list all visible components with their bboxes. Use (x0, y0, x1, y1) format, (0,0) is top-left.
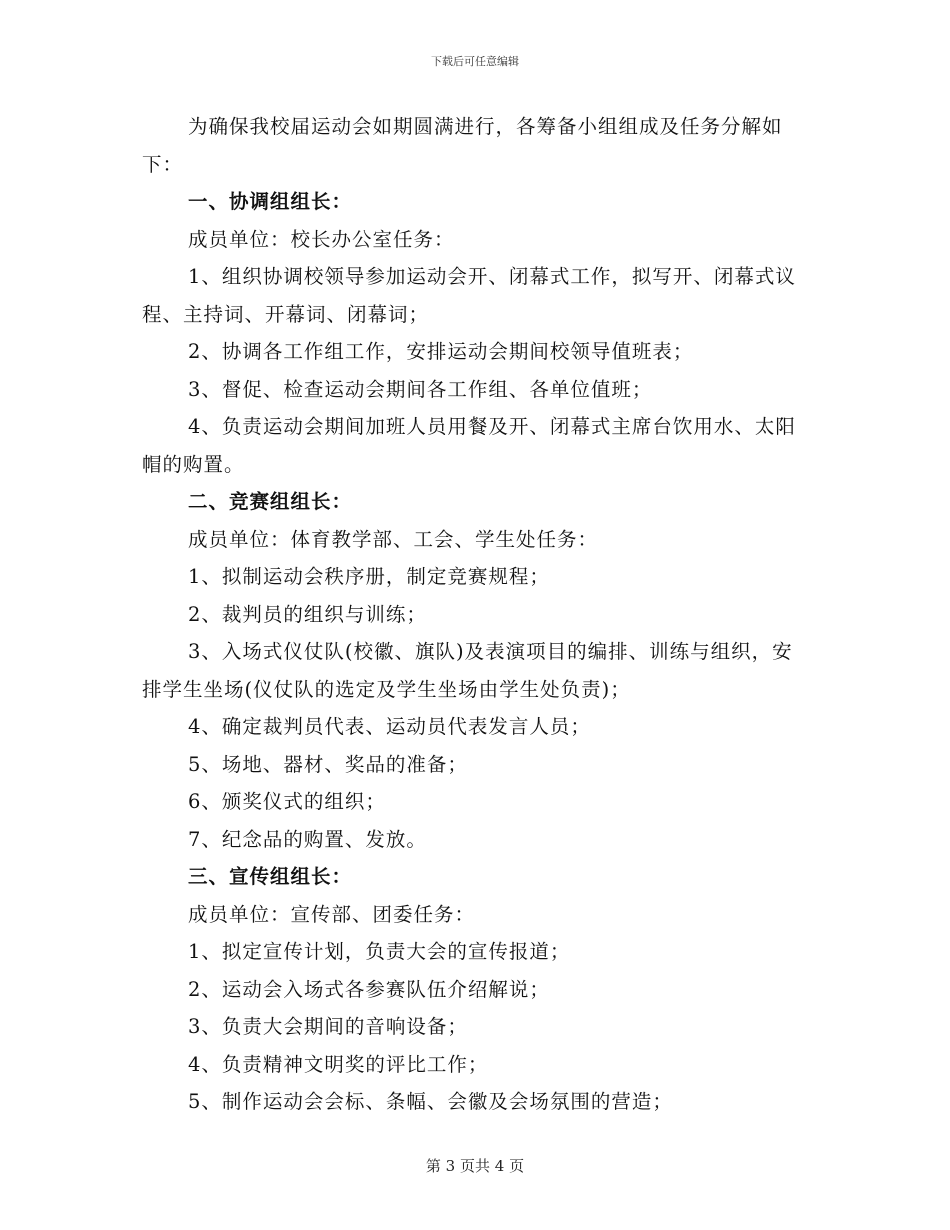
document-body (142, 108, 810, 1121)
paragraph: 成员单位：校长办公室任务： (188, 227, 455, 251)
page-footer: 第 3 页共 4 页 (425, 1157, 525, 1175)
section-heading: 一、协调组组长： (188, 190, 353, 213)
list-item: 2、协调各工作组工作，安排运动会期间校领导值班表； (188, 340, 694, 363)
paragraph: 成员单位：体育教学部、工会、学生处任务： (188, 527, 599, 551)
list-item: 4、负责运动会期间加班人员用餐及开、闭幕式主席台饮用水、太阳帽的购置。 (142, 415, 796, 476)
list-item: 3、负责大会期间的音响设备； (188, 1015, 468, 1038)
list-item: 3、督促、检查运动会期间各工作组、各单位值班； (188, 377, 653, 401)
list-item: 5、场地、器材、奖品的准备； (188, 752, 468, 776)
list-item: 4、负责精神文明奖的评比工作； (188, 1052, 489, 1076)
paragraph: 成员单位：宣传部、团委任务： (188, 902, 476, 926)
list-item: 2、运动会入场式各参赛队伍介绍解说； (188, 977, 550, 1001)
list-item: 5、制作运动会会标、条幅、会徽及会场氛围的营造； (188, 1090, 673, 1113)
list-item: 1、拟制运动会秩序册，制定竞赛规程； (188, 565, 550, 588)
list-item: 1、组织协调校领导参加运动会开、闭幕式工作，拟写开、闭幕式议程、主持词、开幕词、闭幕词； (142, 265, 796, 326)
page-header: 下载后可任意编辑 (431, 55, 519, 68)
list-item: 2、裁判员的组织与训练； (188, 602, 427, 626)
section-heading: 三、宣传组组长： (188, 865, 353, 888)
list-item: 6、颁奖仪式的组织； (188, 790, 386, 813)
list-item: 4、确定裁判员代表、运动员代表发言人员； (188, 715, 591, 738)
paragraph: 为确保我校届运动会如期圆满进行，各筹备小组组成及任务分解如下： (142, 115, 783, 176)
list-item: 1、拟定宣传计划，负责大会的宣传报道； (188, 940, 571, 963)
list-item: 3、入场式仪仗队(校徽、旗队)及表演项目的编排、训练与组织，安排学生坐场(仪仗队的选定及学生坐场由学生处负责)； (142, 640, 793, 701)
section-heading: 二、竞赛组组长： (188, 490, 353, 513)
list-item: 7、纪念品的购置、发放。 (188, 827, 427, 851)
